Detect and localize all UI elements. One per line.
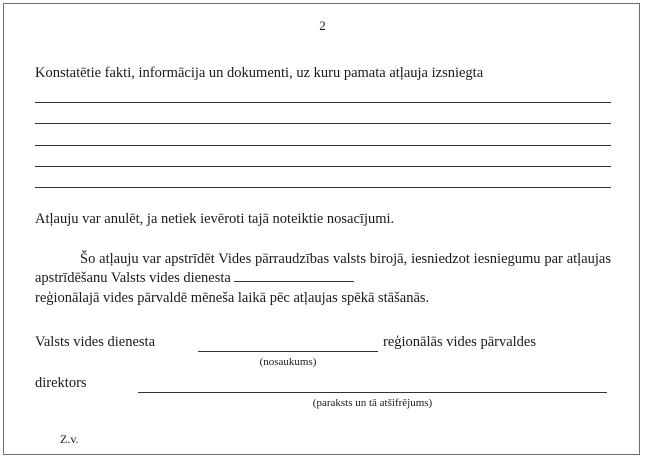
appeal-paragraph [35, 250, 611, 288]
page-number: 2 [319, 18, 326, 33]
facts-blank-line [35, 123, 611, 124]
facts-blank-line [35, 102, 611, 103]
facts-section-label: Konstatētie fakti, informācija un dokumenti, uz kuru pamata atļauja izsniegta [35, 65, 484, 81]
annulment-text: Atļauju var anulēt, ja netiek ievēroti tajā noteiktie nosacījumi. [35, 211, 395, 227]
agency-name-blank [198, 351, 378, 352]
director-label: direktors [35, 375, 87, 391]
agency-suffix: reģionālās vides pārvaldes [383, 334, 537, 350]
appeal-text-part1: Šo atļauju var apstrīdēt Vides pārraudzības valsts birojā, iesniedzot iesniegumu par atļaujas apstrīdēšanu Valsts vides dienesta [35, 251, 611, 286]
facts-blank-line [35, 187, 611, 188]
signature-blank [138, 392, 607, 393]
appeal-text-part2: reģionālajā vides pārvaldē mēneša laikā pēc atļaujas spēkā stāšanās. [35, 290, 430, 306]
stamp-label: Z.v. [60, 432, 79, 446]
appeal-blank [234, 269, 354, 282]
agency-caption: (nosaukums) [259, 356, 317, 368]
signature-caption: (paraksts un tā atšifrējums) [312, 397, 433, 409]
agency-prefix: Valsts vides dienesta [35, 334, 156, 350]
facts-blank-line [35, 166, 611, 167]
facts-blank-line [35, 145, 611, 146]
